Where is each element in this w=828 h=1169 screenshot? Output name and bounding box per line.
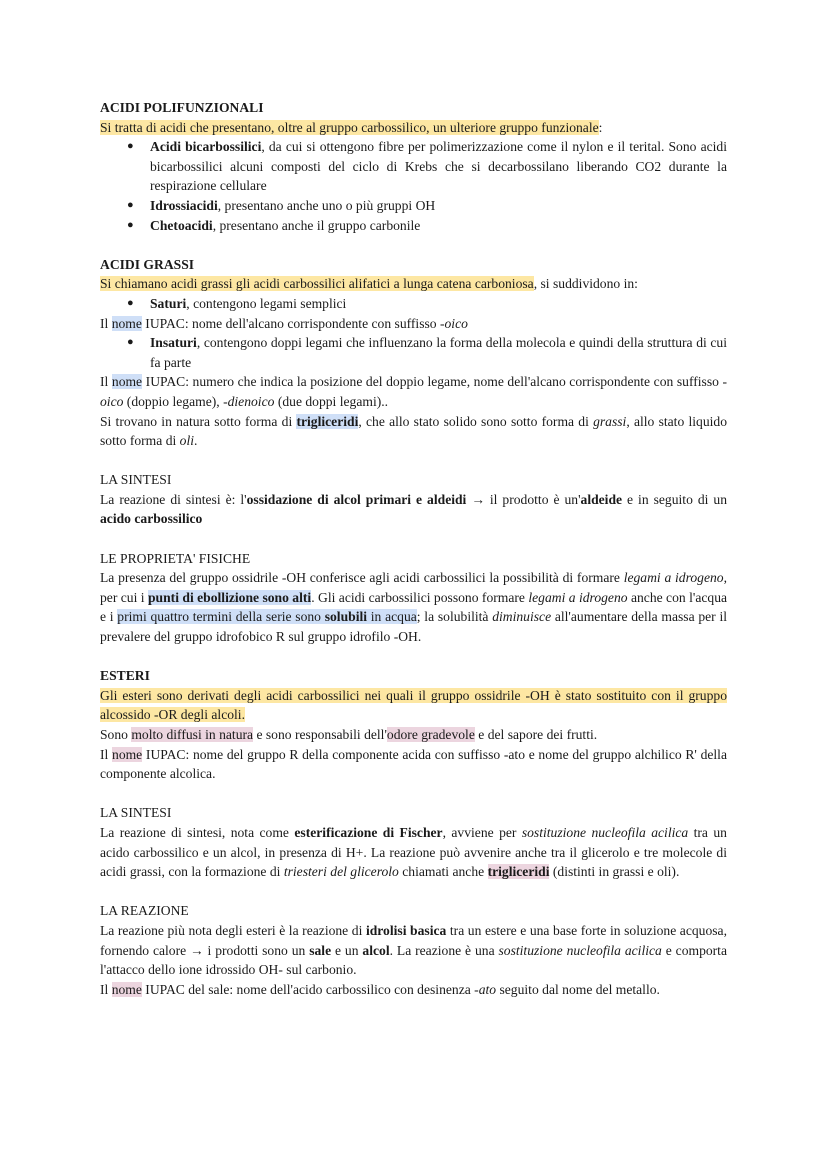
text-run: anche con l'acqua e i <box>100 589 728 625</box>
text-run: tra un acido carbossilico e un alcol, in presenza di H+. La reazione può avvenire anche tra il glicerolo e tre molecole di acidi grassi, con la formazione di <box>100 824 727 880</box>
text-run: (distinti in grassi e oli). <box>549 864 680 880</box>
text-run: , allo stato liquido sotto forma di <box>100 413 727 449</box>
paragraph <box>100 568 727 646</box>
section-heading <box>100 666 727 686</box>
italic-text: sostituzione nucleofila acilica <box>521 824 689 840</box>
text-run: IUPAC: nome del gruppo R della componente acida con suffisso -ato e nome del gruppo alchilico R' della componente alcolica. <box>100 746 727 782</box>
paragraph <box>100 823 727 882</box>
highlighted-text: nome <box>111 374 143 390</box>
italic-text: triesteri del glicerolo <box>283 864 399 880</box>
text-run: tra un estere e una base forte in soluzione acquosa, fornendo calore → i prodotti sono un <box>100 922 727 958</box>
paragraph <box>100 412 727 451</box>
document-page <box>100 98 727 1019</box>
section <box>100 470 727 529</box>
italic-text: legami a idrogeno <box>623 570 724 586</box>
italic-text: oli <box>179 433 195 449</box>
text-run: seguito dal nome del metallo. <box>496 981 660 997</box>
bold-text: Saturi <box>150 295 187 311</box>
list-item <box>100 196 727 216</box>
paragraph <box>100 314 727 334</box>
highlighted-text: punti di ebollizione sono alti <box>147 589 312 605</box>
text-run: Il <box>100 746 113 762</box>
text-run: Il <box>100 315 112 331</box>
section <box>100 98 727 235</box>
text-run: (due doppi legami).. <box>274 393 389 409</box>
text-run: ; la solubilità <box>416 609 493 625</box>
text-run: La reazione di sintesi, nota come <box>100 824 295 840</box>
section-heading <box>100 470 727 490</box>
text-run: e sono responsabili dell' <box>253 727 387 742</box>
italic-text: sostituzione nucleofila acilica <box>498 942 662 958</box>
text-run: e del sapore dei frutti. <box>474 727 598 742</box>
bold-text: Insaturi <box>150 335 197 351</box>
section-heading <box>100 901 727 921</box>
paragraph <box>100 921 727 980</box>
text-run: Il <box>100 981 112 997</box>
text-run: LA REAZIONE <box>100 903 189 919</box>
paragraph <box>100 686 727 725</box>
bold-text: ACIDI POLIFUNZIONALI <box>100 100 264 115</box>
text-run: IUPAC: numero che indica la posizione del doppio legame, nome dell'alcano corrispondente con suffisso <box>142 374 723 390</box>
text-run: La presenza del gruppo ossidrile -OH conferisce agli acidi carbossilici la possibilità di formare <box>100 570 624 586</box>
highlighted-text: Si tratta di acidi che presentano, oltre al gruppo carbossilico, un ulteriore gruppo funzionale <box>100 119 599 135</box>
italic-text: -ato <box>474 981 497 997</box>
bold-text: sale <box>309 942 332 958</box>
paragraph <box>100 745 727 784</box>
paragraph <box>100 372 727 411</box>
highlighted-text: trigliceridi <box>487 864 550 880</box>
italic-text: grassi <box>593 413 627 429</box>
highlighted-text: nome <box>112 746 143 762</box>
paragraph <box>100 118 727 138</box>
list-item <box>100 216 727 236</box>
bullet-icon: ● <box>127 296 134 309</box>
highlighted-text: in acqua <box>367 609 417 625</box>
text-run: Si trovano in natura sotto forma di <box>100 413 297 429</box>
bullet-icon: ● <box>127 140 134 153</box>
bold-text: esterificazione di Fischer <box>294 824 443 840</box>
highlighted-text: Gli esteri sono derivati degli acidi carbossilici nei quali il gruppo ossidrile -OH è stato sostituito con il gruppo alcossido -OR degli alcoli. <box>100 687 727 723</box>
section-heading <box>100 803 727 823</box>
italic-text: -dienoico <box>223 393 275 409</box>
list-item <box>100 333 727 372</box>
text-run: Il <box>100 374 112 390</box>
list-item <box>100 294 727 314</box>
section-heading <box>100 549 727 569</box>
bullet-icon: ● <box>127 198 134 211</box>
text-run: . La reazione è una <box>389 942 499 958</box>
highlighted-text: nome <box>111 315 142 331</box>
text-run: (doppio legame), <box>123 393 224 409</box>
highlighted-text: molto diffusi in natura <box>131 727 254 742</box>
text-run: , da cui si ottengono fibre per polimerizzazione come il nylon e il terital. Sono acidi bicarbossilici alcuni composti del ciclo di Krebs che si decarbossilano liberando CO2 durante la respirazione cellulare <box>150 139 727 194</box>
section <box>100 549 727 647</box>
text-run: : <box>598 119 603 135</box>
section <box>100 666 727 784</box>
text-run: Sono <box>100 727 132 742</box>
bold-text: ACIDI GRASSI <box>100 256 195 272</box>
text-run: e comporta l'attacco dello ione idrossido OH- sul carbonio. <box>100 942 727 978</box>
section <box>100 255 727 451</box>
paragraph <box>100 725 727 745</box>
bullet-icon: ● <box>127 336 134 349</box>
text-run: LA SINTESI <box>100 805 172 821</box>
text-run: IUPAC: nome dell'alcano corrispondente con suffisso <box>141 315 440 331</box>
paragraph <box>100 490 727 529</box>
section-heading <box>100 255 727 275</box>
highlighted-text: primi quattro termini della serie sono <box>117 609 325 625</box>
text-run: e in seguito di un <box>622 491 727 507</box>
text-run: , contengono legami semplici <box>186 295 347 311</box>
paragraph <box>100 274 727 294</box>
italic-text: legami a idrogeno <box>528 589 628 605</box>
text-run: chiamati anche <box>398 864 488 880</box>
highlighted-text: Si chiamano acidi grassi gli acidi carbossilici alifatici a lunga catena carboniosa <box>100 276 534 292</box>
text-run: → il prodotto è un' <box>466 491 581 507</box>
italic-text: -oico <box>100 374 728 409</box>
text-run: all'aumentare della massa per il prevalere del gruppo idrofobico R sul gruppo idrofilo -OH. <box>100 609 727 645</box>
highlighted-text: odore gradevole <box>386 727 475 742</box>
bold-text: idrolisi basica <box>365 922 447 938</box>
bold-text: Acidi bicarbossilici <box>150 139 262 155</box>
bold-text: ossidazione di alcol primari e aldeidi <box>246 491 467 507</box>
section <box>100 901 727 999</box>
text-run: LA SINTESI <box>100 472 172 488</box>
text-run: La reazione più nota degli esteri è la reazione di <box>100 922 366 938</box>
text-run: , avviene per <box>442 824 522 840</box>
bold-text: acido carbossilico <box>100 511 203 527</box>
text-run: , presentano anche il gruppo carbonile <box>212 217 421 233</box>
section <box>100 803 727 881</box>
italic-text: -oico <box>439 315 468 331</box>
text-run: . <box>194 433 198 449</box>
paragraph <box>100 980 727 1000</box>
text-run: , presentano anche uno o più gruppi OH <box>217 197 436 213</box>
bold-text: Idrossiacidi <box>150 197 218 213</box>
highlighted-text: trigliceridi <box>296 413 359 429</box>
bold-text: ESTERI <box>100 668 150 684</box>
bold-text: aldeide <box>580 491 623 507</box>
text-run: , contengono doppi legami che influenzano la forma della molecola e quindi della struttura di cui fa parte <box>150 335 727 370</box>
text-run: e un <box>331 942 363 958</box>
text-run: IUPAC del sale: nome dell'acido carbossilico con desinenza <box>141 981 475 997</box>
text-run: , che allo stato solido sono sotto forma di <box>358 413 594 429</box>
bullet-icon: ● <box>127 218 134 231</box>
bold-text: alcol <box>362 942 390 958</box>
text-run: La reazione di sintesi è: l' <box>100 491 247 507</box>
bold-text: Chetoacidi <box>150 217 213 233</box>
highlighted-text: solubili <box>324 609 368 625</box>
text-run: . Gli acidi carbossilici possono formare <box>311 589 529 605</box>
text-run: , si suddividono in: <box>533 276 638 292</box>
text-run: , per cui i <box>100 570 728 605</box>
highlighted-text: nome <box>111 981 142 997</box>
italic-text: diminuisce <box>492 609 552 625</box>
section-heading <box>100 98 727 118</box>
list-item <box>100 137 727 196</box>
text-run: LE PROPRIETA' FISICHE <box>100 550 251 566</box>
